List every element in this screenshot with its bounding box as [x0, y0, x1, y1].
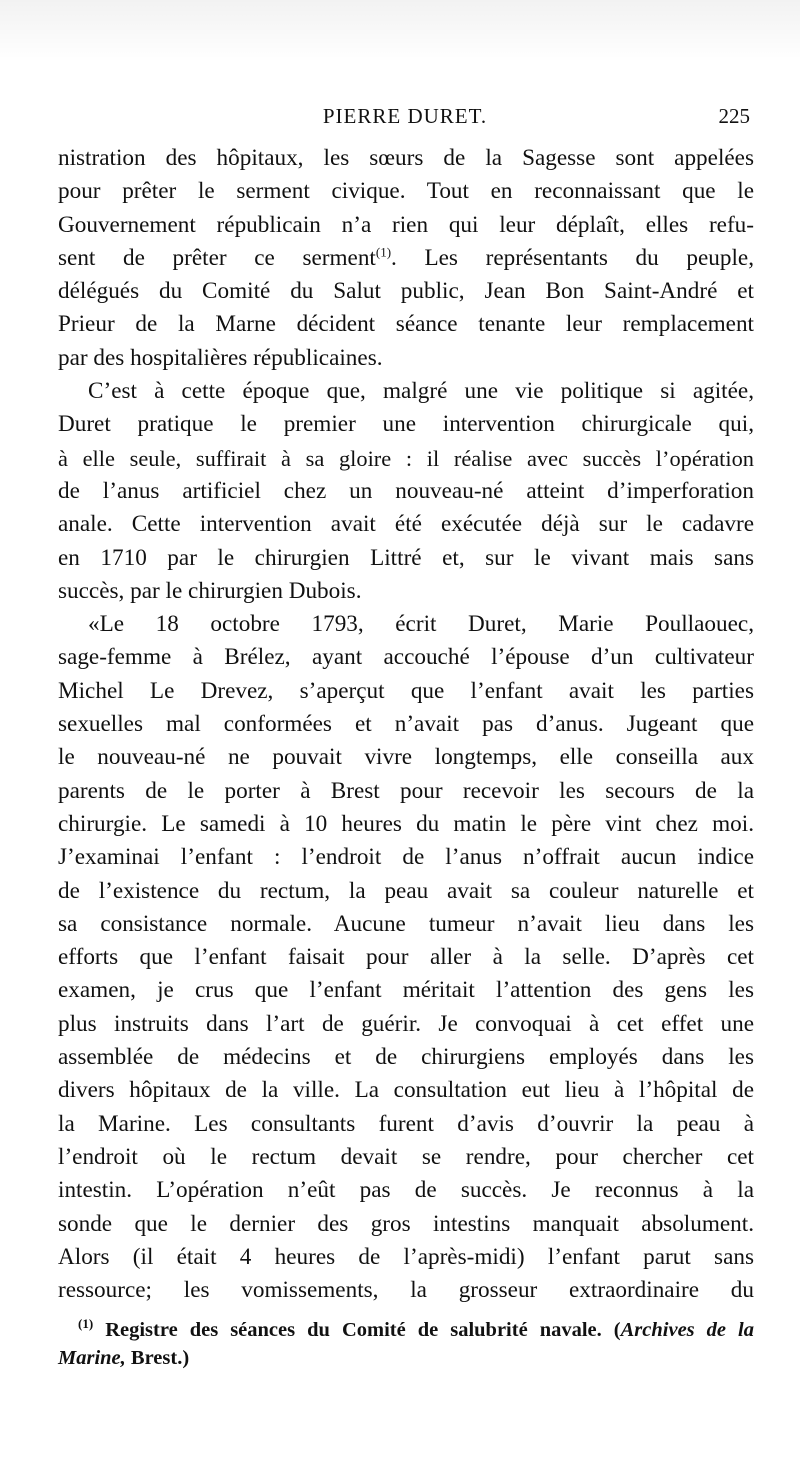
footnote-marker: (1)	[78, 1316, 94, 1332]
body-text	[58, 142, 754, 1307]
footnote-line	[58, 1316, 754, 1344]
page-header	[60, 104, 750, 134]
text-line: efforts que l’enfant faisait pour aller à la selle. D’après cet	[58, 944, 754, 971]
text-line: pour prêter le serment civique. Tout en reconnaissant que le	[58, 178, 754, 205]
text-line: chirurgie. Le samedi à 10 heures du matin le père vint chez moi.	[58, 810, 754, 837]
text-segment: sent de prêter ce serment	[58, 244, 376, 271]
text-line: délégués du Comité du Salut public, Jean Bon Saint-André et	[58, 278, 754, 305]
text-line: par des hospitalières républicaines.	[58, 344, 383, 371]
footnote-source: Archives de la	[620, 1319, 754, 1341]
text-line: assemblée de médecins et de chirurgiens employés dans les	[58, 1044, 754, 1071]
text-line: la Marine. Les consultants furent d’avis d’ouvrir la peau à	[58, 1110, 754, 1137]
text-line: parents de le porter à Brest pour recevoir les secours de la	[58, 777, 754, 804]
footnote-reference: (1)	[375, 244, 392, 260]
text-line: sexuelles mal conformées et n’avait pas d’anus. Jugeant que	[58, 711, 754, 738]
text-line: l’endroit où le rectum devait se rendre, pour chercher cet	[58, 1143, 754, 1170]
text-segment: . Les représentants du peuple,	[391, 244, 754, 271]
text-line: Michel Le Drevez, s’aperçut que l’enfant avait les parties	[58, 677, 754, 704]
text-line: Gouvernement républicain n’a rien qui leur déplaît, elles refu-	[58, 211, 754, 238]
running-title: PIERRE DURET.	[322, 104, 488, 128]
text-line: J’examinai l’enfant : l’endroit de l’anus n’offrait aucun indice	[58, 844, 754, 871]
text-line: Alors (il était 4 heures de l’après-midi) l’enfant parut sans	[58, 1243, 754, 1270]
text-line: Prieur de la Marne décident séance tenante leur remplacement	[58, 311, 754, 338]
text-line: C’est à cette époque que, malgré une vie politique si agitée,	[88, 378, 754, 405]
text-line: de l’existence du rectum, la peau avait sa couleur naturelle et	[58, 877, 754, 904]
footnote-text: Registre des séances du Comité de salubrité navale. (	[93, 1319, 621, 1341]
text-line: «Le 18 octobre 1793, écrit Duret, Marie Poullaouec,	[88, 611, 754, 638]
text-line: à elle seule, suffirait à sa gloire : il réalise avec succès l’opération	[58, 445, 754, 471]
text-line: sonde que le dernier des gros intestins manquait absolument.	[58, 1210, 754, 1237]
text-line: intestin. L’opération n’eût pas de succès. Je reconnus à la	[58, 1177, 754, 1204]
scan-edge-shadow	[0, 0, 800, 60]
page-number: 225	[718, 104, 750, 128]
text-line: succès, par le chirurgien Dubois.	[58, 577, 362, 604]
footnote-text: Brest.)	[125, 1347, 190, 1369]
text-line: en 1710 par le chirurgien Littré et, sur le vivant mais sans	[58, 544, 754, 571]
footnote-source: Marine,	[58, 1347, 126, 1369]
text-line: anale. Cette intervention avait été exécutée déjà sur le cadavre	[58, 511, 754, 538]
text-line: Duret pratique le premier une intervention chirurgicale qui,	[58, 411, 754, 438]
text-line: plus instruits dans l’art de guérir. Je convoquai à cet effet une	[58, 1010, 754, 1037]
text-line: le nouveau-né ne pouvait vivre longtemps, elle conseilla aux	[58, 744, 754, 771]
text-line: divers hôpitaux de la ville. La consultation eut lieu à l’hôpital de	[58, 1077, 754, 1104]
text-line	[58, 242, 754, 275]
footnote	[58, 1316, 754, 1372]
text-line: nistration des hôpitaux, les sœurs de la Sagesse sont appelées	[58, 145, 754, 171]
text-line: de l’anus artificiel chez un nouveau-né atteint d’imperforation	[58, 477, 754, 504]
text-line: ressource; les vomissements, la grosseur extraordinaire du	[58, 1277, 754, 1304]
text-line: examen, je crus que l’enfant méritait l’attention des gens les	[58, 977, 754, 1004]
text-line: sage-femme à Brélez, ayant accouché l’épouse d’un cultivateur	[58, 644, 754, 671]
text-line: sa consistance normale. Aucune tumeur n’avait lieu dans les	[58, 910, 754, 937]
footnote-line	[58, 1344, 754, 1372]
